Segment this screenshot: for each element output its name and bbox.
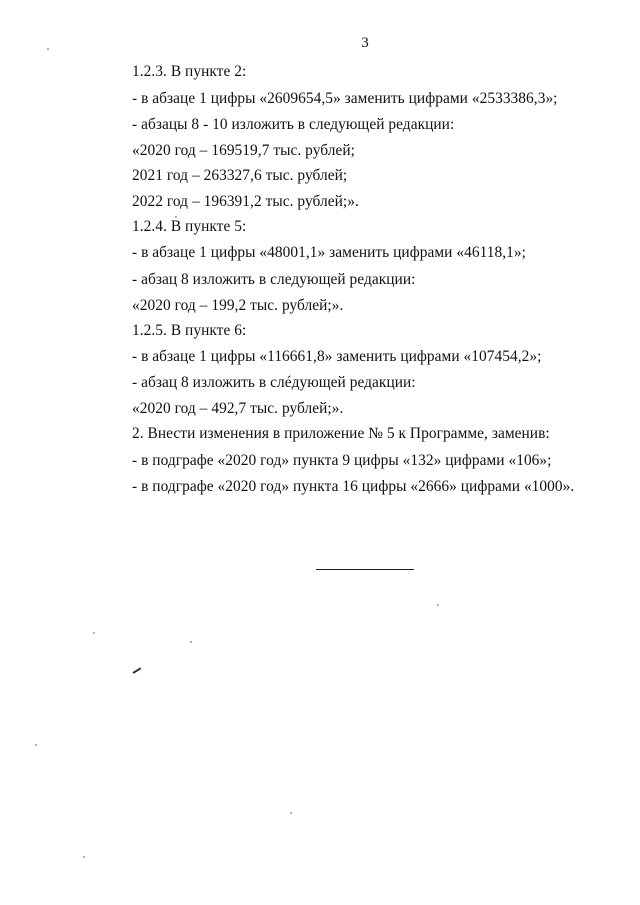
text-line: - в абзаце 1 цифры «116661,8» заменить цифрами «107454,2»; [132, 348, 542, 365]
text-line: - абзацы 8 - 10 изложить в следующей редакции: [132, 116, 455, 133]
text-line: «2020 год – 169519,7 тыс. рублей; [132, 142, 355, 159]
text-line: - в абзаце 1 цифры «48001,1» заменить цифрами «46118,1»; [132, 244, 526, 261]
scan-speck [290, 812, 292, 814]
text-line: 2022 год – 196391,2 тыс. рублей;». [132, 193, 359, 210]
section-heading-1-2-3: 1.2.3. В пункте 2: [132, 63, 247, 80]
text-line: - абзац 8 изложить в слéдующей редакции: [132, 374, 416, 391]
scan-speck [35, 744, 37, 746]
text-line: «2020 год – 199,2 тыс. рублей;». [132, 297, 344, 314]
text-line: - абзац 8 изложить в следующей редакции: [132, 271, 416, 288]
scan-speck [190, 641, 192, 643]
section-heading-1-2-4: 1.2.4. В пункте 5: [132, 218, 247, 235]
text-line: - в абзаце 1 цифры «2609654,5» заменить цифрами «2533386,3»; [132, 90, 558, 107]
text-line: - в подграфе «2020 год» пункта 9 цифры «132» цифрами «106»; [132, 452, 552, 469]
scan-mark [133, 667, 141, 673]
scan-speck [93, 632, 95, 634]
scan-speck [47, 48, 49, 50]
text-line: - в подграфе «2020 год» пункта 16 цифры «2666» цифрами «1000». [132, 478, 575, 495]
section-heading-1-2-5: 1.2.5. В пункте 6: [132, 322, 247, 339]
scan-speck [437, 604, 439, 606]
scan-speck [175, 216, 177, 218]
section-heading-2: 2. Внести изменения в приложение № 5 к Программе, заменив: [132, 425, 550, 442]
page-number: 3 [361, 35, 369, 51]
scan-speck [83, 856, 85, 858]
text-line: 2021 год – 263327,6 тыс. рублей; [132, 167, 348, 184]
end-of-document-rule [316, 569, 414, 570]
text-line: «2020 год – 492,7 тыс. рублей;». [132, 400, 344, 417]
